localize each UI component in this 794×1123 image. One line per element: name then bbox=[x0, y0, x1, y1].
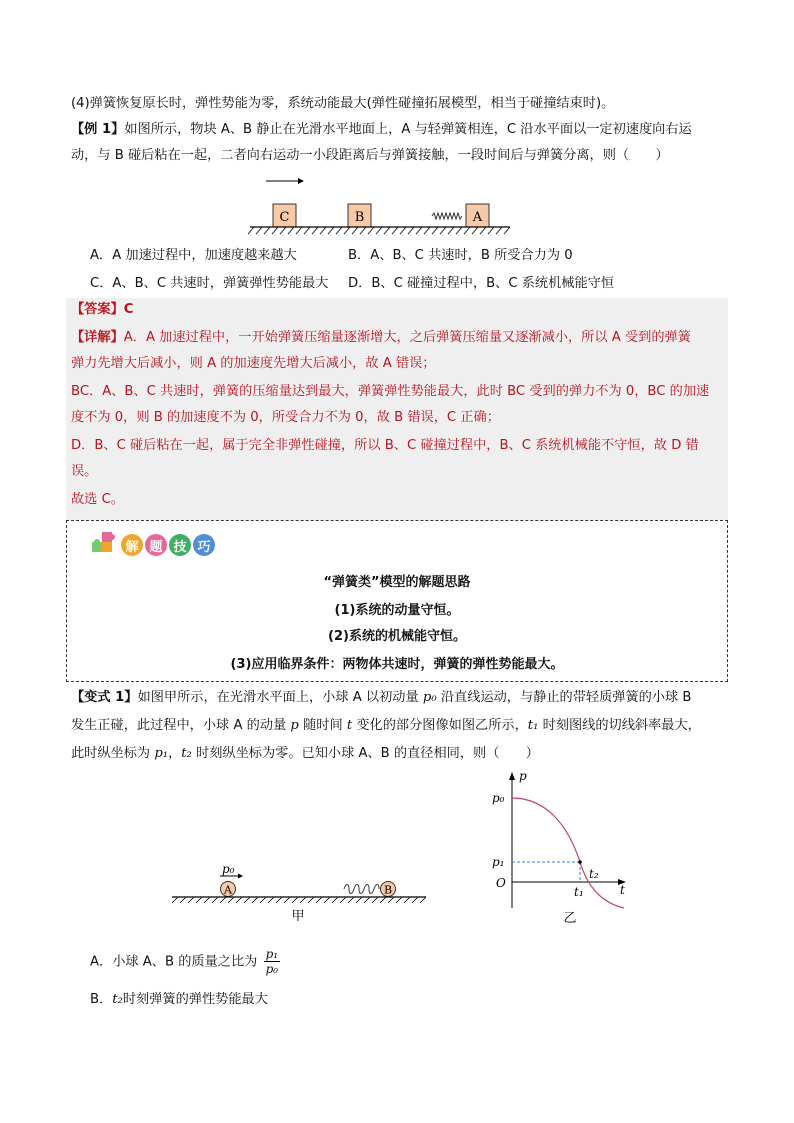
spring bbox=[432, 213, 462, 219]
tips-char-4: 巧 bbox=[193, 534, 215, 556]
block-a-label: A bbox=[472, 210, 483, 225]
jia-p0-label: p₀ bbox=[222, 862, 235, 876]
detail-label: 【详解】 bbox=[71, 330, 124, 345]
example1-line1: 【例 1】如图所示，物块 A、B 静止在光滑水平地面上，A 与轻弹簧相连，C 沿水平面以一定初速度向右运 bbox=[71, 122, 692, 137]
example1-option-d: D．B、C 碰撞过程中，B、C 系统机械能守恒 bbox=[348, 276, 615, 291]
jia-spring bbox=[344, 885, 379, 894]
example1-option-c: C．A、B、C 共速时，弹簧弹性势能最大 bbox=[90, 276, 329, 291]
tips-item3: (3)应用临界条件：两物体共速时，弹簧的弹性势能最大。 bbox=[230, 657, 564, 672]
yi-p1-label: p₁ bbox=[492, 855, 505, 869]
answer-label: 【答案】 bbox=[71, 302, 124, 317]
yi-origin-label: O bbox=[496, 876, 506, 890]
variant1-line2: 发生正碰，此过程中，小球 A 的动量 p 随时间 t 变化的部分图像如图乙所示，t₁ 时刻图线的切线斜率最大， bbox=[71, 718, 701, 733]
variant1-option-a: A．小球 A、B 的质量之比为 $\frac{\text{p₁}}{\text{p₀}}$ bbox=[90, 947, 279, 976]
variant1-line1: 【变式 1】如图甲所示，在光滑水平面上，小球 A 以初动量 p₀ 沿直线运动，与静止的带轻质弹簧的小球 B bbox=[71, 690, 692, 705]
ball-b-label: B bbox=[383, 883, 393, 897]
tips-char-2: 题 bbox=[145, 534, 167, 556]
example1-option-b: B．A、B、C 共速时，B 所受合力为 0 bbox=[348, 248, 573, 263]
detail-line4: 度不为 0，则 B 的加速度不为 0，所受合力不为 0，故 B 错误，C 正确； bbox=[71, 410, 500, 425]
fraction bbox=[264, 947, 281, 976]
jia-arrowhead bbox=[238, 874, 243, 879]
yi-t1-label: t₁ bbox=[574, 885, 584, 899]
example1-figure bbox=[230, 170, 530, 242]
tips-badge bbox=[89, 529, 215, 561]
tips-item2: (2)系统的机械能守恒。 bbox=[328, 629, 466, 644]
tips-char-3: 技 bbox=[169, 534, 191, 556]
block-b-label: B bbox=[354, 210, 365, 225]
example1-line2: 动，与 B 碰后粘在一起，二者向右运动一小段距离后与弹簧接触，一段时间后与弹簧分离，则（ ） bbox=[71, 148, 669, 163]
detail-line1: 【详解】A．A 加速过程中，一开始弹簧压缩量逐渐增大，之后弹簧压缩量又逐渐减小，所以 A 受到的弹簧 bbox=[71, 330, 691, 345]
yi-tangent-point bbox=[578, 860, 582, 864]
intro-line: (4)弹簧恢复原长时，弹性势能为零，系统动能最大(弹性碰撞拓展模型，相当于碰撞结束时)。 bbox=[71, 96, 615, 111]
tips-item1: (1)系统的动量守恒。 bbox=[334, 603, 460, 618]
figure-yi bbox=[486, 770, 636, 930]
example1-tag: 【例 1】 bbox=[71, 122, 125, 137]
variant1-line3: 此时纵坐标为 p₁，t₂ 时刻纵坐标为零。已知小球 A、B 的直径相同，则（ ） bbox=[71, 746, 539, 761]
yi-axis-t-label: t bbox=[620, 883, 625, 897]
tips-title: “弹簧类”模型的解题思路 bbox=[323, 575, 471, 590]
detail-line6: 误。 bbox=[71, 464, 98, 479]
detail-line7: 故选 C。 bbox=[71, 492, 124, 507]
jia-hatch bbox=[172, 897, 426, 903]
ground-hatch bbox=[248, 227, 510, 234]
variant1-option-b: B．t₂时刻弹簧的弹性势能最大 bbox=[90, 992, 268, 1007]
yi-curve bbox=[512, 798, 624, 908]
detail-line5: D．B、C 碰后粘在一起，属于完全非弹性碰撞，所以 B、C 碰撞过程中，B、C 系统机械能不守恒，故 D 错 bbox=[71, 438, 699, 453]
answer-value: C bbox=[123, 302, 134, 317]
yi-caption: 乙 bbox=[563, 911, 577, 926]
variant1-tag: 【变式 1】 bbox=[71, 690, 138, 705]
yi-t2-label: t₂ bbox=[589, 867, 599, 881]
fraction-denominator: p₀ bbox=[265, 962, 279, 976]
tips-box bbox=[66, 520, 728, 682]
tips-char-1: 解 bbox=[121, 534, 143, 556]
detail-line3: BC．A、B、C 共速时，弹簧的压缩量达到最大，弹簧弹性势能最大，此时 BC 受到的弹力不为 0，BC 的加速 bbox=[71, 384, 710, 399]
ball-a-label: A bbox=[224, 883, 232, 897]
answer-line bbox=[71, 300, 133, 320]
velocity-arrowhead bbox=[298, 178, 304, 184]
yi-axis-p-label: p bbox=[519, 770, 527, 783]
puzzle-icon bbox=[89, 530, 119, 560]
detail-line2: 弹力先增大后减小，则 A 的加速度先增大后减小，故 A 错误； bbox=[71, 356, 436, 371]
fraction-numerator: p₁ bbox=[265, 947, 279, 961]
figure-jia bbox=[168, 856, 430, 926]
yi-p0-label: p₀ bbox=[492, 791, 505, 805]
jia-caption: 甲 bbox=[291, 909, 305, 924]
yi-p-arrowhead bbox=[509, 772, 515, 780]
example1-option-a: A．A 加速过程中，加速度越来越大 bbox=[90, 248, 297, 263]
block-c-label: C bbox=[279, 210, 290, 225]
